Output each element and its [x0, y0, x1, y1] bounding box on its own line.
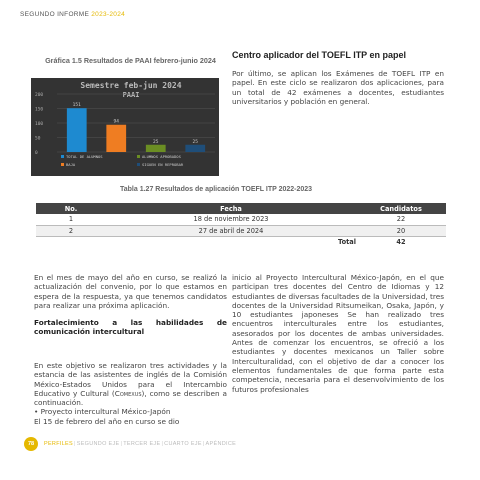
data-label: 25	[153, 139, 159, 145]
toefl-results-table	[36, 203, 446, 248]
total-label: Total	[337, 238, 356, 247]
y-tick-label: 50	[35, 136, 41, 142]
page-header	[20, 11, 125, 18]
toefl-paragraph: Por último, se aplican los Exámenes de TOEFL ITP en papel. En este ciclo se realizaron dos aplicaciones, para un total de 42 exámenes a docentes, estudiantes universitarios y población en general.	[232, 69, 444, 106]
legend-swatch	[137, 155, 140, 158]
y-tick-label: 0	[35, 151, 38, 156]
bar-chart	[31, 78, 219, 176]
legend-swatch	[61, 155, 64, 158]
page-number-badge: 78	[24, 437, 38, 451]
bar	[106, 125, 126, 152]
table-header-row	[36, 203, 446, 214]
header-year: 2023-2024	[91, 11, 126, 18]
toefl-section-title: Centro aplicador del TOEFL ITP en papel	[232, 50, 407, 60]
y-tick-label: 200	[35, 93, 44, 98]
footer-section-cuarto-eje[interactable]: CUARTO EJE	[164, 441, 202, 447]
data-label: 151	[72, 103, 81, 109]
intercultural-paragraph: En este objetivo se realizaron tres actividades y la estancia de las asistentes de inglés de la Comisión México-Estados Unidos para el Intercambio Educativo y Cultural (Comexus), como se describen a continuación. • Proyecto intercultural México-Japón El 15 de febrero del año en curso se dio	[34, 361, 227, 426]
table-caption: Tabla 1.27 Resultados de aplicación TOEFL ITP 2022-2023	[120, 186, 313, 193]
chart-subtitle: PAAI	[122, 91, 140, 99]
chart-caption: Gráfica 1.5 Resultados de PAAI febrero-junio 2024	[45, 56, 216, 65]
cell-candidates: 22	[356, 214, 446, 225]
legend-swatch	[61, 163, 64, 166]
footer-section-perfiles[interactable]: PERFILES	[44, 441, 73, 447]
legend-label: ALUMNOS APROBADOS	[142, 154, 181, 159]
col-header-candidates: Candidatos	[356, 203, 446, 214]
data-label: 25	[192, 139, 198, 145]
col-header-date: Fecha	[106, 203, 356, 214]
intercultural-heading: Fortalecimiento a las habilidades de comunicación intercultural	[34, 318, 227, 337]
legend-swatch	[137, 163, 140, 166]
cell-date: 18 de noviembre 2023	[106, 214, 356, 225]
table-total-row	[36, 237, 446, 248]
y-tick-label: 150	[35, 107, 44, 113]
chart-title: Semestre feb-jun 2024	[80, 81, 182, 90]
cell-no: 2	[36, 225, 106, 237]
table-row	[36, 214, 446, 225]
proyecto-paragraph: inicio al Proyecto Intercultural México-Japón, en el que participan tres docentes del Centro de Idiomas y 12 estudiantes de diversas facultades de la Universidad, tres docentes de la Universidad Ritsumeikan, Osaka, Japón, y 10 estudiantes japoneses Se han realizado tres encuentros interculturales entre los estudiantes, asesorados por los docentes de ambas universidades. Antes de comenzar los encuentros, se ofreció a los estudiantes y docentes mexicanos un Taller sobre Interculturalidad, con el objetivo de dar a conocer los elementos fundamentales de que forma parte esta competencia, necesaria para el desenvolvimiento de los futuros profesionales	[232, 273, 444, 394]
total-value: 42	[396, 238, 406, 247]
bullet-item: • Proyecto intercultural México-Japón	[34, 407, 171, 417]
legend-label: SIGUEN EN REPROBAR	[142, 162, 184, 167]
data-label: 94	[113, 119, 119, 125]
footer-section-tercer-eje[interactable]: TERCER EJE	[123, 441, 161, 447]
convenio-paragraph: En el mes de mayo del año en curso, se realizó la actualización del convenio, por lo que estamos en espera de la respuesta, ya que tenemos candidatos para realizar una próxima aplicación.	[34, 273, 227, 310]
comexus-abbr: Comexus	[114, 388, 142, 398]
footer-section-apendice[interactable]: APÉNDICE	[205, 441, 237, 447]
legend-label: BAJA	[66, 162, 76, 167]
cell-no: 1	[36, 214, 106, 225]
footer-section-segundo-eje[interactable]: SEGUNDO EJE	[76, 441, 120, 447]
bar	[185, 145, 205, 152]
table-row	[36, 225, 446, 237]
cell-candidates: 20	[356, 225, 446, 237]
legend-label: TOTAL DE ALUMNOS	[66, 154, 103, 159]
header-title: SEGUNDO INFORME	[20, 11, 90, 18]
y-tick-label: 100	[35, 122, 44, 127]
col-header-no: No.	[36, 203, 106, 214]
bar	[67, 108, 87, 152]
bar	[146, 145, 166, 152]
footer-nav: PERFILES|SEGUNDO EJE|TERCER EJE|CUARTO EJE|APÉNDICE	[44, 441, 237, 447]
cell-date: 27 de abril de 2024	[106, 225, 356, 237]
